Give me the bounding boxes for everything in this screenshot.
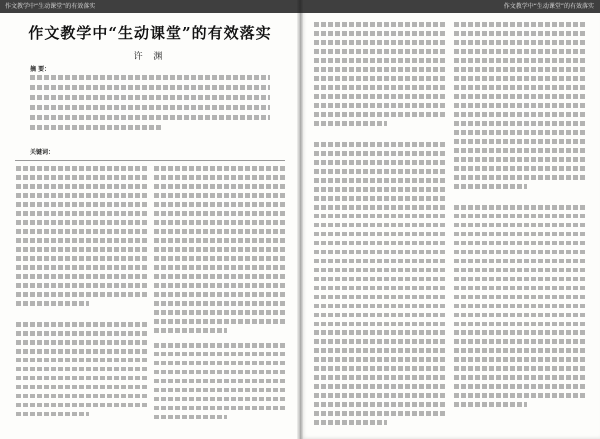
right-page-column-1 (314, 22, 446, 413)
abstract-divider (15, 160, 285, 161)
keywords-label: 关键词： (30, 149, 55, 156)
right-running-header: 作文教学中“生动课堂”的有效落实 (300, 0, 600, 13)
section-heading (16, 310, 148, 318)
page-fold (297, 0, 303, 439)
section-heading-2 (314, 130, 446, 138)
section-heading-3 (454, 193, 586, 201)
left-page-column-1 (16, 166, 148, 413)
left-page-column-2 (154, 166, 286, 413)
right-page (300, 0, 600, 439)
keywords-line (30, 147, 270, 156)
abstract-block (30, 65, 270, 135)
article-author: 许 渊 (133, 52, 167, 62)
right-page-column-2 (454, 22, 586, 413)
abstract-label: 摘 要： (30, 66, 51, 73)
article-title: 作文教学中“生动课堂”的有效落实 (28, 24, 272, 42)
left-running-header: 作文教学中“生动课堂”的有效落实 (0, 0, 300, 13)
